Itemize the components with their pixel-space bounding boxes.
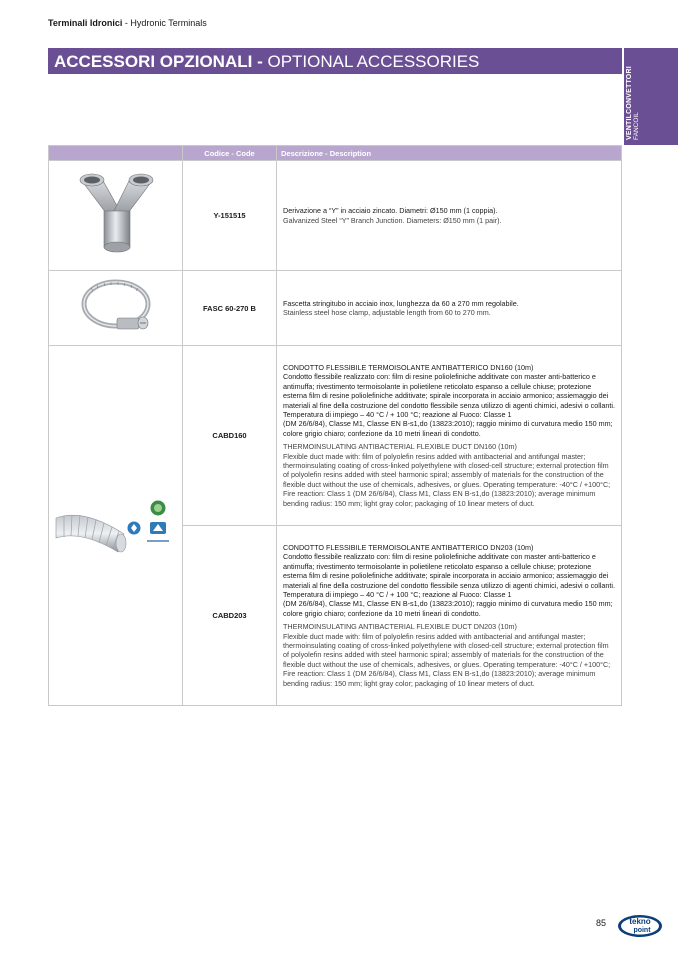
table-row <box>49 161 622 271</box>
table-row <box>49 271 622 346</box>
description-italian: CONDOTTO FLESSIBILE TERMOISOLANTE ANTIBATTERICO DN203 (10m) Condotto flessibile realizzato con: film di resine poliolefiniche additivate con master anti-batterico e antimuffa; rivestimento termoisolante in polietilene reticolato espanso a cellule chiuse; protezione esterna film di resine poliolefiniche additivate; spirale incorporata in acciaio armonico; assiemaggio dei materiali al fine della costruzione del condotto flessibile senza utilizzo di agenti chimici, adesivi o collanti. Temperatura di impiego – 40 °C / + 100 °C; reazione al Fuoco: Classe 1 (DM 26/6/84), Classe M1, Classe EN B-s1,do (13823:2010); raggio minimo di curvatura medio 150 mm; colore grigio chiaro; confezione da 10 metri lineari di condotto. <box>283 542 615 618</box>
y-branch-junction-image <box>66 171 166 256</box>
page-title-italian: ACCESSORI OPZIONALI - <box>54 52 268 71</box>
page-title-english: OPTIONAL ACCESSORIES <box>267 52 480 71</box>
logo-text-bottom: point <box>633 927 651 934</box>
breadcrumb-separator: - <box>122 18 131 28</box>
side-tab-label-en: FANCOIL <box>633 112 640 140</box>
product-image-cell <box>49 161 183 271</box>
table-header-row <box>49 146 622 161</box>
description-english: Galvanized Steel “Y” Branch Junction. Diameters: Ø150 mm (1 pair). <box>283 215 502 225</box>
description-italian: Fascetta stringitubo in acciaio inox, lunghezza da 60 a 270 mm regolabile. <box>283 298 519 308</box>
product-code: CABD203 <box>183 526 277 706</box>
hose-clamp-image <box>71 276 161 336</box>
column-header-code: Codice - Code <box>183 146 277 161</box>
breadcrumb-section: Terminali Idronici <box>48 18 123 28</box>
description-italian: Derivazione a “Y” in acciaio zincato. Diametri: Ø150 mm (1 coppia). <box>283 206 498 216</box>
section-side-tab <box>624 48 678 145</box>
product-code: CABD160 <box>183 346 277 526</box>
description-english: Stainless steel hose clamp, adjustable length from 60 to 270 mm. <box>283 308 491 317</box>
product-description <box>277 526 622 706</box>
column-header-description: Descrizione - Description <box>277 146 622 161</box>
breadcrumb <box>48 18 207 28</box>
column-header-image <box>49 146 183 161</box>
product-description <box>277 161 622 271</box>
table-row <box>49 346 622 526</box>
side-tab-text <box>626 66 640 140</box>
page-title <box>48 48 622 74</box>
product-image-cell <box>49 271 183 346</box>
product-code: FASC 60-270 B <box>183 271 277 346</box>
description-italian: CONDOTTO FLESSIBILE TERMOISOLANTE ANTIBATTERICO DN160 (10m) Condotto flessibile realizzato con: film di resine poliolefiniche additivate con master anti-batterico e antimuffa; rivestimento termoisolante in polietilene reticolato espanso a cellule chiuse; protezione esterna film di resine poliolefiniche additivate; spirale incorporata in acciaio armonico; assiemaggio dei materiali al fine della costruzione del condotto flessibile senza utilizzo di agenti chimici, adesivi o collanti. Temperatura di impiego – 40 °C / + 100 °C; reazione al Fuoco: Classe 1 (DM 26/6/84), Classe M1, Classe EN B-s1,do (13823:2010); raggio minimo di curvatura medio 150 mm; colore grigio chiaro; confezione da 10 metri lineari di condotto. <box>283 362 615 438</box>
logo-text-top: tekno <box>629 917 651 926</box>
flexible-duct-image <box>54 478 177 568</box>
tekno-point-logo <box>617 913 663 944</box>
product-image-cell <box>49 346 183 706</box>
page-number: 85 <box>596 918 607 928</box>
product-description <box>277 271 622 346</box>
accessories-table <box>48 145 622 706</box>
breadcrumb-english: Hydronic Terminals <box>130 18 207 28</box>
side-tab-label-it: VENTILCONVETTORI <box>626 66 633 140</box>
description-english: THERMOINSULATING ANTIBACTERIAL FLEXIBLE DUCT DN203 (10m) Flexible duct made with: film of polyolefin resins added with antibacterial and antifungal master; thermoinsulating coating of cross-linked polyethylene with closed-cell structure; external protection film of polyolefin resins added with steel harmonic spiral; assembly of materials for the construction of the flexible duct without the use of chemicals, adhesives, or glues. Operating temperature: -40°C / +100°C; Fire reaction: Class 1 (DM 26/6/84), Class M1, Class EN B-s1,do (13823:2010); average minimum bending radius: 150 mm; light gray color; packaging of 10 linear meters of duct. <box>283 622 611 688</box>
product-code: Y-151515 <box>183 161 277 271</box>
product-description <box>277 346 622 526</box>
description-english: THERMOINSULATING ANTIBACTERIAL FLEXIBLE DUCT DN160 (10m) Flexible duct made with: film of polyolefin resins added with antibacterial and antifungal master; thermoinsulating coating of cross-linked polyethylene with closed-cell structure; external protection film of polyolefin resins added with steel harmonic spiral; assembly of materials for the construction of the flexible duct without the use of chemicals, adhesives, or glues. Operating temperature: -40°C / +100°C; Fire reaction: Class 1 (DM 26/6/84), Class M1, Class EN B-s1,do (13823:2010); average minimum bending radius: 150 mm; light gray color; packaging of 10 linear meters of duct. <box>283 442 611 508</box>
